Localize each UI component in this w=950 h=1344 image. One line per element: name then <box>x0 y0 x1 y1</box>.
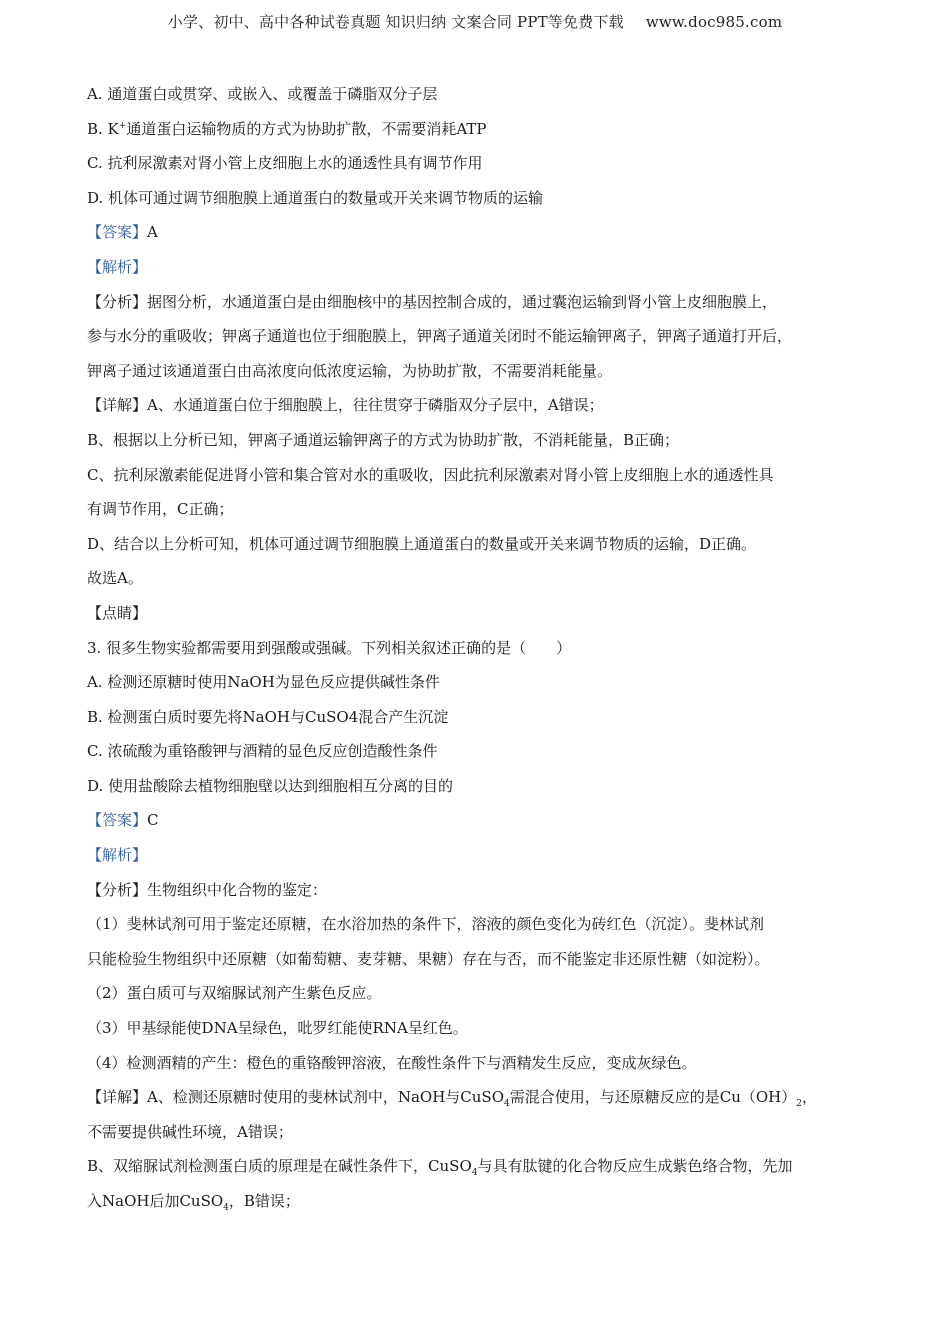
q2-option-b <box>87 112 877 147</box>
q3-point-2: （2）蛋白质可与双缩脲试剂产生紫色反应。 <box>87 984 382 1003</box>
q2-option-c: C. 抗利尿激素对肾小管上皮细胞上水的通透性具有调节作用 <box>87 154 483 173</box>
q3-option-a: A. 检测还原糖时使用NaOH为显色反应提供碱性条件 <box>87 673 440 692</box>
q3-analysis-label: 【解析】 <box>87 846 148 865</box>
q3-option-d: D. 使用盐酸除去植物细胞壁以达到细胞相互分离的目的 <box>87 776 454 795</box>
q2-fenxi-label: 【分析】 <box>87 292 148 311</box>
q3-answer-label: 【答案】 <box>87 811 148 830</box>
q3-detail-a1-mid: 需混合使用，与还原糖反应的是Cu（OH） <box>509 1088 797 1107</box>
q3-point-4: （4）检测酒精的产生：橙色的重铬酸钾溶液，在酸性条件下与酒精发生反应，变成灰绿色。 <box>87 1053 697 1072</box>
q2-detail-b: B、根据以上分析已知，钾离子通道运输钾离子的方式为协助扩散，不消耗能量，B正确； <box>87 430 680 449</box>
q2-fenxi-line-3: 钾离子通过该通道蛋白由高浓度向低浓度运输，为协助扩散，不需要消耗能量。 <box>87 361 613 380</box>
q3-detail-a-1 <box>87 1080 877 1115</box>
q2-detail-c-1: C、抗利尿激素能促进肾小管和集合管对水的重吸收，因此抗利尿激素对肾小管上皮细胞上水的通透性具 <box>87 465 774 484</box>
q3-detail-a1-pre: A、检测还原糖时使用的斐林试剂中，NaOH与CuSO <box>147 1088 505 1107</box>
q3-detail-b1-post: 与具有肽键的化合物反应生成紫色络合物，先加 <box>477 1157 793 1176</box>
q3-point-1a: （1）斐林试剂可用于鉴定还原糖，在水浴加热的条件下，溶液的颜色变化为砖红色（沉淀）。斐林试剂 <box>87 915 765 934</box>
header-site-link[interactable]: www.doc985.com <box>645 13 783 31</box>
q2-detail-c-2: 有调节作用，C正确； <box>87 500 234 519</box>
q3-detail-a-2: 不需要提供碱性环境，A错误； <box>87 1122 293 1141</box>
q2-fenxi-text-1: 据图分析，水通道蛋白是由细胞核中的基因控制合成的，通过囊泡运输到肾小管上皮细胞膜上， <box>147 292 778 311</box>
q2-dianjing-label: 【点睛】 <box>87 603 148 622</box>
q2-option-b-text: 通道蛋白运输物质的方式为协助扩散，不需要消耗ATP <box>126 119 487 138</box>
q3-detail-b1-pre: B、双缩脲试剂检测蛋白质的原理是在碱性条件下，CuSO <box>87 1157 472 1176</box>
q3-point-1b: 只能检验生物组织中还原糖（如葡萄糖、麦芽糖、果糖）存在与否，而不能鉴定非还原性糖（如淀粉）。 <box>87 949 770 968</box>
page-header <box>0 11 950 32</box>
q2-analysis-label: 【解析】 <box>87 257 148 276</box>
q2-answer <box>87 215 877 250</box>
q3-detail-a1-sub1: 4 <box>504 1099 510 1110</box>
q3-detail-a1-end: ， <box>802 1088 818 1107</box>
q2-option-d: D. 机体可通过调节细胞膜上通道蛋白的数量或开关来调节物质的运输 <box>87 188 544 207</box>
q3-option-b: B. 检测蛋白质时要先将NaOH与CuSO4混合产生沉淀 <box>87 707 449 726</box>
q3-point-3: （3）甲基绿能使DNA呈绿色，吡罗红能使RNA呈红色。 <box>87 1019 468 1038</box>
q3-detail-b1-sub: 4 <box>471 1168 478 1179</box>
q3-detail-b-1 <box>87 1149 877 1184</box>
q3-fenxi-label: 【分析】 <box>87 880 148 899</box>
q2-option-a: A. 通道蛋白或贯穿、或嵌入、或覆盖于磷脂双分子层 <box>87 85 438 103</box>
q2-answer-value: A <box>147 223 158 242</box>
q2-fenxi-line-2: 参与水分的重吸收；钾离子通道也位于细胞膜上，钾离子通道关闭时不能运输钾离子，钾离子通道打开后， <box>87 327 793 346</box>
q3-detail-b2-pre: 入NaOH后加CuSO <box>87 1192 224 1210</box>
header-text: 小学、初中、高中各种试卷真题 知识归纳 文案合同 PPT等免费下载 <box>167 13 624 31</box>
q3-answer-value: C <box>147 811 159 830</box>
q3-detail-label: 【详解】 <box>87 1088 148 1107</box>
q2-detail-label: 【详解】 <box>87 396 148 415</box>
document-body <box>87 77 877 1219</box>
q2-fenxi-line-1 <box>87 285 877 320</box>
q3-answer <box>87 803 877 838</box>
q2-detail-a-text: A、水通道蛋白位于细胞膜上，往往贯穿于磷脂双分子层中，A错误； <box>147 396 604 415</box>
q2-answer-label: 【答案】 <box>87 223 148 242</box>
q3-detail-b-2 <box>87 1184 877 1219</box>
q2-detail-a <box>87 388 877 423</box>
q2-detail-d: D、结合以上分析可知，机体可通过调节细胞膜上通道蛋白的数量或开关来调节物质的运输，D正确。 <box>87 534 757 553</box>
q2-option-b-superscript: + <box>118 120 127 131</box>
q3-fenxi-head-text: 生物组织中化合物的鉴定： <box>147 880 328 899</box>
q3-fenxi-head <box>87 873 877 908</box>
q3-detail-b2-post: ，B错误； <box>228 1192 300 1210</box>
q3-option-c: C. 浓硫酸为重铬酸钾与酒精的显色反应创造酸性条件 <box>87 742 438 761</box>
q3-stem: 3. 很多生物实验都需要用到强酸或强碱。下列相关叙述正确的是（ ） <box>87 638 572 657</box>
q2-conclusion: 故选A。 <box>87 569 143 588</box>
q3-detail-b2-sub: 4 <box>223 1203 229 1213</box>
q3-detail-a1-sub2: 2 <box>796 1099 803 1110</box>
q2-option-b-prefix: B. K <box>87 119 119 138</box>
